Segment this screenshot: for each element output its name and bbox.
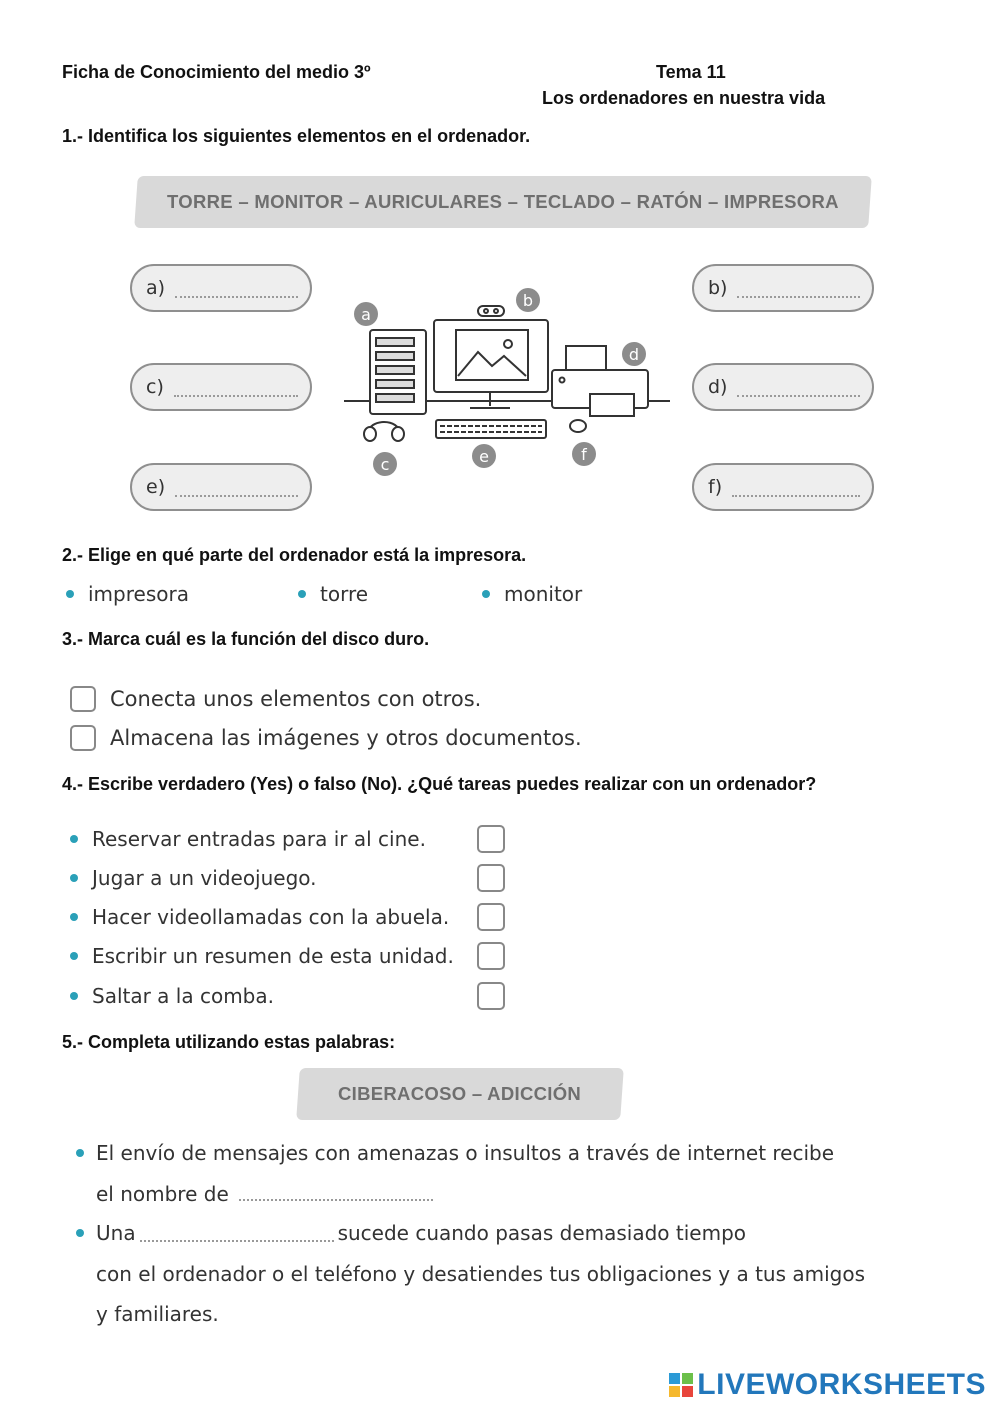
q4-item-1-label: Reservar entradas para ir al cine.	[92, 827, 426, 851]
bullet-icon	[70, 992, 78, 1000]
bullet-icon	[70, 952, 78, 960]
answer-field-e[interactable]	[130, 463, 312, 511]
q3-option-1-label: Conecta unos elementos con otros.	[110, 687, 482, 711]
q4-item-4	[70, 944, 454, 968]
q4-item-4-label: Escribir un resumen de esta unidad.	[92, 944, 454, 968]
answer-field-f[interactable]	[692, 463, 874, 511]
question-1-title: 1.- Identifica los siguientes elementos en el ordenador.	[62, 126, 531, 146]
topic-title: Los ordenadores en nuestra vida	[542, 88, 826, 108]
q5-blank-2[interactable]	[140, 1224, 334, 1242]
question-2-title: 2.- Elige en qué parte del ordenador está la impresora.	[62, 545, 527, 565]
q2-option-2[interactable]	[298, 582, 368, 606]
q3-option-1	[70, 686, 481, 712]
q4-answer-box-2[interactable]	[477, 864, 505, 892]
bullet-icon	[76, 1229, 84, 1237]
computer-illustration	[340, 284, 680, 480]
answer-field-b[interactable]	[692, 264, 874, 312]
bullet-icon	[76, 1149, 84, 1157]
webcam-shape	[478, 306, 504, 316]
label-c: c	[380, 455, 390, 474]
q4-item-2-label: Jugar a un videojuego.	[92, 866, 317, 890]
answer-c-label: c)	[146, 376, 164, 398]
q5-blank-1[interactable]	[239, 1199, 433, 1201]
q4-item-5	[70, 984, 274, 1008]
answer-e-label: e)	[146, 476, 166, 498]
label-e: e	[479, 447, 489, 466]
label-d: d	[628, 345, 640, 364]
q4-answer-box-1[interactable]	[477, 825, 505, 853]
q3-option-2-label: Almacena las imágenes y otros documentos.	[110, 726, 582, 750]
answer-field-d[interactable]	[692, 363, 874, 411]
q5-word-bank-text: CIBERACOSO – ADICCIÓN	[338, 1083, 582, 1104]
q4-item-3	[70, 905, 449, 929]
bullet-icon	[482, 590, 490, 598]
q5-sentence-1-line-2	[96, 1182, 433, 1206]
q5-sentence-1-line-1	[76, 1141, 834, 1165]
q5-sentence-2-line-1	[76, 1221, 746, 1245]
q5-sentence-2-line-2: con el ordenador o el teléfono y desatiendes tus obligaciones y a tus amigos	[96, 1262, 866, 1286]
q5-sentence-2-line-3: y familiares.	[96, 1302, 219, 1326]
q2-option-1[interactable]	[66, 582, 189, 606]
q1-word-bank-text: TORRE – MONITOR – AURICULARES – TECLADO – RATÓN – IMPRESORA	[167, 191, 839, 212]
q2-option-1-label: impresora	[88, 582, 189, 606]
answer-field-a[interactable]	[130, 264, 312, 312]
q5-sentence-2-pre: Una	[96, 1221, 136, 1245]
q4-item-2	[70, 866, 317, 890]
mouse-shape	[570, 420, 586, 432]
keyboard-shape	[436, 420, 546, 438]
question-4-title: 4.- Escribe verdadero (Yes) o falso (No). ¿Qué tareas puedes realizar con un ordenador?	[62, 774, 817, 794]
q4-answer-box-3[interactable]	[477, 903, 505, 931]
q3-checkbox-2[interactable]	[70, 725, 96, 751]
answer-b-label: b)	[708, 277, 728, 299]
liveworksheets-logo	[669, 1368, 986, 1402]
q5-sentence-2-post: sucede cuando pasas demasiado tiempo	[337, 1221, 747, 1245]
bullet-icon	[70, 913, 78, 921]
q5-sentence-1-text-2: el nombre de	[96, 1182, 229, 1206]
q5-sentence-1-text: El envío de mensajes con amenazas o insultos a través de internet recibe	[96, 1141, 835, 1165]
answer-field-c[interactable]	[130, 363, 312, 411]
topic-number: Tema 11	[656, 62, 726, 82]
answer-d-label: d)	[708, 376, 728, 398]
bullet-icon	[66, 590, 74, 598]
q3-option-2	[70, 725, 582, 751]
question-3-title: 3.- Marca cuál es la función del disco duro.	[62, 629, 430, 649]
label-a: a	[361, 305, 371, 324]
q4-item-3-label: Hacer videollamadas con la abuela.	[92, 905, 450, 929]
q2-option-3-label: monitor	[504, 582, 583, 606]
answer-a-label: a)	[146, 277, 166, 299]
bullet-icon	[70, 874, 78, 882]
q4-item-1	[70, 827, 426, 851]
bullet-icon	[298, 590, 306, 598]
label-f: f	[581, 445, 587, 464]
printer-paper	[566, 346, 606, 372]
liveworksheets-icon	[669, 1373, 693, 1397]
q2-option-3[interactable]	[482, 582, 582, 606]
bullet-icon	[70, 835, 78, 843]
q4-answer-box-4[interactable]	[477, 942, 505, 970]
worksheet-subject: Ficha de Conocimiento del medio 3º	[62, 62, 371, 82]
liveworksheets-text: LIVEWORKSHEETS	[697, 1368, 986, 1401]
q4-item-5-label: Saltar a la comba.	[92, 984, 274, 1008]
q1-word-bank	[134, 176, 872, 228]
label-b: b	[522, 291, 534, 310]
question-5-title: 5.- Completa utilizando estas palabras:	[62, 1032, 396, 1052]
q2-option-2-label: torre	[320, 582, 369, 606]
answer-f-label: f)	[708, 476, 723, 498]
q5-word-bank	[296, 1068, 624, 1120]
q4-answer-box-5[interactable]	[477, 982, 505, 1010]
q3-checkbox-1[interactable]	[70, 686, 96, 712]
